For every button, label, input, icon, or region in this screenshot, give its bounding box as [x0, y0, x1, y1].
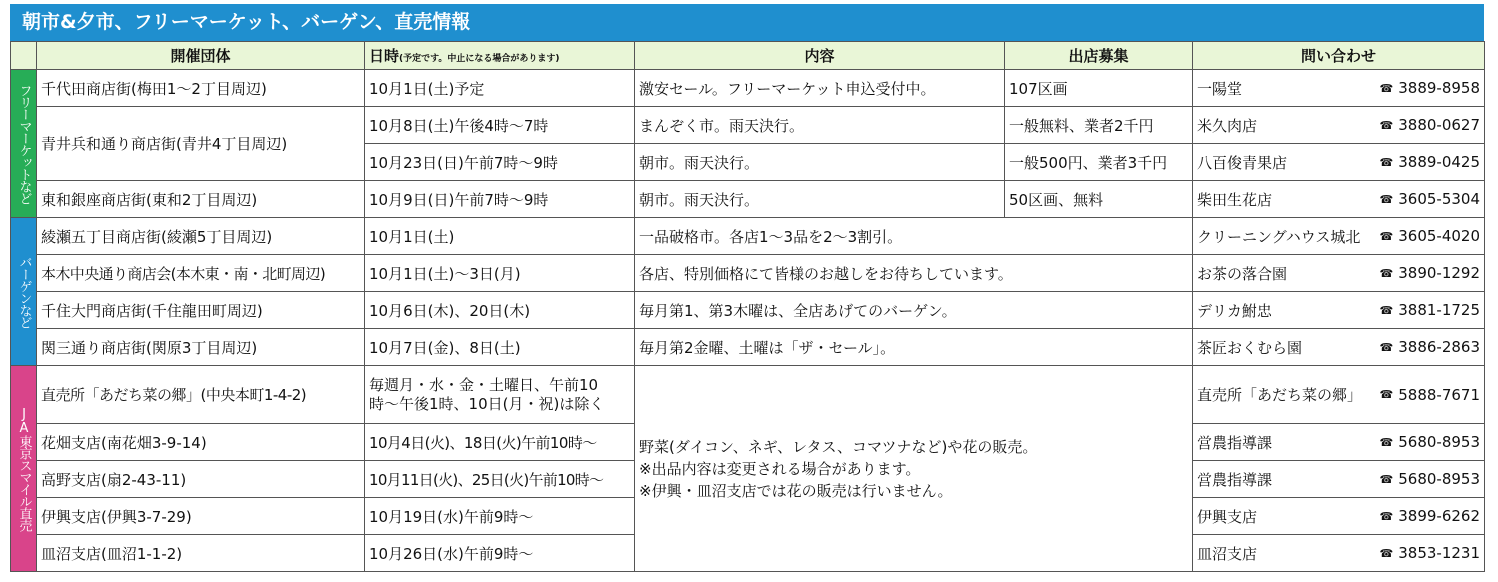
- contact-name: 営農指導課: [1197, 470, 1273, 489]
- phone-number: 3889-8958: [1398, 79, 1480, 97]
- date-cell: 10月11日(火)、25日(火)午前10時〜: [365, 461, 635, 498]
- organizer-cell: 直売所「あだち菜の郷」(中央本町1-4-2): [37, 366, 365, 424]
- organizer-cell: 東和銀座商店街(東和2丁目周辺): [37, 181, 365, 218]
- date-cell: 10月4日(火)、18日(火)午前10時〜: [365, 424, 635, 461]
- date-cell: 10月19日(水)午前9時〜: [365, 498, 635, 535]
- organizer-cell: 千代田商店街(梅田1〜2丁目周辺): [37, 70, 365, 107]
- phone-number: 5680-8953: [1398, 470, 1480, 488]
- content-cell: 一品破格市。各店1〜3品を2〜3割引。: [635, 218, 1193, 255]
- contact-cell: [1193, 107, 1485, 144]
- ja-content-cell: [635, 366, 1193, 572]
- date-line: 時〜午後1時、10日(月・祝)は除く: [369, 394, 605, 413]
- content-cell: 朝市。雨天決行。: [635, 181, 1005, 218]
- phone-icon: ☎: [1379, 266, 1394, 280]
- phone-icon: ☎: [1379, 435, 1394, 449]
- table-row: [11, 292, 1485, 329]
- phone-number: 3899-6262: [1398, 507, 1480, 525]
- organizer-cell: 千住大門商店街(千住龍田町周辺): [37, 292, 365, 329]
- contact-cell: [1193, 424, 1485, 461]
- phone-icon: ☎: [1379, 388, 1394, 401]
- contact-cell: [1193, 218, 1485, 255]
- phone-number: 3889-0425: [1398, 153, 1480, 171]
- info-board: [10, 4, 1484, 572]
- organizer-cell: 皿沼支店(皿沼1-1-2): [37, 535, 365, 572]
- contact-name: 皿沼支店: [1197, 544, 1258, 563]
- contact-cell: [1193, 255, 1485, 292]
- phone-number: 3880-0627: [1398, 116, 1480, 134]
- category-ja-direct-sale: JA東京スマイル直売: [11, 366, 37, 572]
- content-cell: 激安セール。フリーマーケット申込受付中。: [635, 70, 1005, 107]
- organizer-cell: 本木中央通り商店会(本木東・南・北町周辺): [37, 255, 365, 292]
- phone-icon: ☎: [1379, 546, 1394, 560]
- category-flea-market: フリーマーケットなど: [11, 70, 37, 218]
- phone-icon: ☎: [1379, 118, 1394, 132]
- content-cell: 朝市。雨天決行。: [635, 144, 1005, 181]
- organizer-cell: 青井兵和通り商店街(青井4丁目周辺): [37, 107, 365, 181]
- contact-name: 伊興支店: [1197, 507, 1258, 526]
- date-cell: 10月1日(土)〜3日(月): [365, 255, 635, 292]
- contact-name: デリカ鮒忠: [1197, 301, 1272, 320]
- contact-cell: [1193, 461, 1485, 498]
- contact-cell: [1193, 535, 1485, 572]
- recruit-cell: 一般無料、業者2千円: [1005, 107, 1193, 144]
- phone-icon: ☎: [1379, 303, 1394, 317]
- contact-name: 営農指導課: [1197, 433, 1273, 452]
- table-row: [11, 255, 1485, 292]
- organizer-cell: 伊興支店(伊興3-7-29): [37, 498, 365, 535]
- contact-name: 一陽堂: [1197, 79, 1243, 98]
- table-row: [11, 70, 1485, 107]
- phone-number: 3605-5304: [1398, 190, 1480, 208]
- date-line: 毎週月・水・金・土曜日、午前10: [369, 375, 599, 394]
- contact-cell: [1193, 292, 1485, 329]
- table-row: [11, 181, 1485, 218]
- phone-icon: ☎: [1379, 472, 1394, 486]
- header-organizer: 開催団体: [37, 42, 365, 70]
- phone-icon: ☎: [1379, 192, 1394, 206]
- table-row: [11, 329, 1485, 366]
- content-cell: まんぞく市。雨天決行。: [635, 107, 1005, 144]
- table-row: [11, 366, 1485, 424]
- header-date-note: (予定です。中止になる場合があります): [399, 54, 560, 64]
- category-bargain: バーゲンなど: [11, 218, 37, 366]
- page-title: 朝市&夕市、フリーマーケット、バーゲン、直売情報: [10, 4, 1484, 41]
- content-cell: 各店、特別価格にて皆様のお越しをお待ちしています。: [635, 255, 1193, 292]
- phone-icon: ☎: [1379, 229, 1394, 243]
- phone-number: 3886-2863: [1398, 338, 1480, 356]
- schedule-table: [10, 41, 1485, 572]
- phone-number: 3881-1725: [1398, 301, 1480, 319]
- phone-number: 5680-8953: [1398, 433, 1480, 451]
- organizer-cell: 花畑支店(南花畑3-9-14): [37, 424, 365, 461]
- recruit-cell: 107区画: [1005, 70, 1193, 107]
- phone-icon: ☎: [1379, 81, 1394, 95]
- phone-number: 3890-1292: [1398, 264, 1480, 282]
- header-date: [365, 42, 635, 70]
- contact-name: お茶の落合園: [1197, 264, 1288, 283]
- content-line: 野菜(ダイコン、ネギ、レタス、コマツナなど)や花の販売。: [639, 437, 1038, 456]
- contact-name: 米久肉店: [1197, 116, 1258, 135]
- header-contact: 問い合わせ: [1193, 42, 1485, 70]
- contact-cell: [1193, 144, 1485, 181]
- contact-name: 八百俊青果店: [1197, 153, 1288, 172]
- phone-number: 3853-1231: [1398, 544, 1480, 562]
- date-cell: 10月7日(金)、8日(土): [365, 329, 635, 366]
- contact-cell: [1193, 181, 1485, 218]
- date-cell: 10月9日(日)午前7時〜9時: [365, 181, 635, 218]
- table-row: [11, 218, 1485, 255]
- content-cell: 毎月第2金曜、土曜は「ザ・セール」。: [635, 329, 1193, 366]
- date-cell: 10月1日(土)予定: [365, 70, 635, 107]
- phone-icon: ☎: [1379, 340, 1394, 354]
- header-recruit: 出店募集: [1005, 42, 1193, 70]
- contact-cell: [1193, 366, 1485, 424]
- date-cell: 10月8日(土)午後4時〜7時: [365, 107, 635, 144]
- header-date-main: 日時: [369, 47, 400, 65]
- contact-name: 直売所「あだち菜の郷」: [1197, 386, 1363, 404]
- content-cell: 毎月第1、第3木曜は、全店あげてのバーゲン。: [635, 292, 1193, 329]
- contact-cell: [1193, 498, 1485, 535]
- date-cell: 10月26日(水)午前9時〜: [365, 535, 635, 572]
- recruit-cell: 50区画、無料: [1005, 181, 1193, 218]
- contact-name: クリーニングハウス城北: [1197, 227, 1361, 246]
- date-cell: 10月1日(土): [365, 218, 635, 255]
- date-cell: 10月6日(木)、20日(木): [365, 292, 635, 329]
- contact-name: 茶匠おくむら園: [1197, 338, 1303, 357]
- content-line: ※伊興・皿沼支店では花の販売は行いません。: [639, 481, 953, 500]
- organizer-cell: 綾瀬五丁目商店街(綾瀬5丁目周辺): [37, 218, 365, 255]
- date-cell: [365, 366, 635, 424]
- recruit-cell: 一般500円、業者3千円: [1005, 144, 1193, 181]
- header-content: 内容: [635, 42, 1005, 70]
- content-line: ※出品内容は変更される場合があります。: [639, 459, 921, 478]
- contact-cell: [1193, 329, 1485, 366]
- header-category: [11, 42, 37, 70]
- phone-icon: ☎: [1379, 155, 1394, 169]
- phone-number: 3605-4020: [1398, 227, 1480, 245]
- contact-name: 柴田生花店: [1197, 190, 1273, 209]
- organizer-cell: 高野支店(扇2-43-11): [37, 461, 365, 498]
- phone-number: 5888-7671: [1398, 385, 1480, 404]
- phone-icon: ☎: [1379, 509, 1394, 523]
- date-cell: 10月23日(日)午前7時〜9時: [365, 144, 635, 181]
- contact-cell: [1193, 70, 1485, 107]
- table-row: [11, 107, 1485, 144]
- organizer-cell: 関三通り商店街(関原3丁目周辺): [37, 329, 365, 366]
- header-row: [11, 42, 1485, 70]
